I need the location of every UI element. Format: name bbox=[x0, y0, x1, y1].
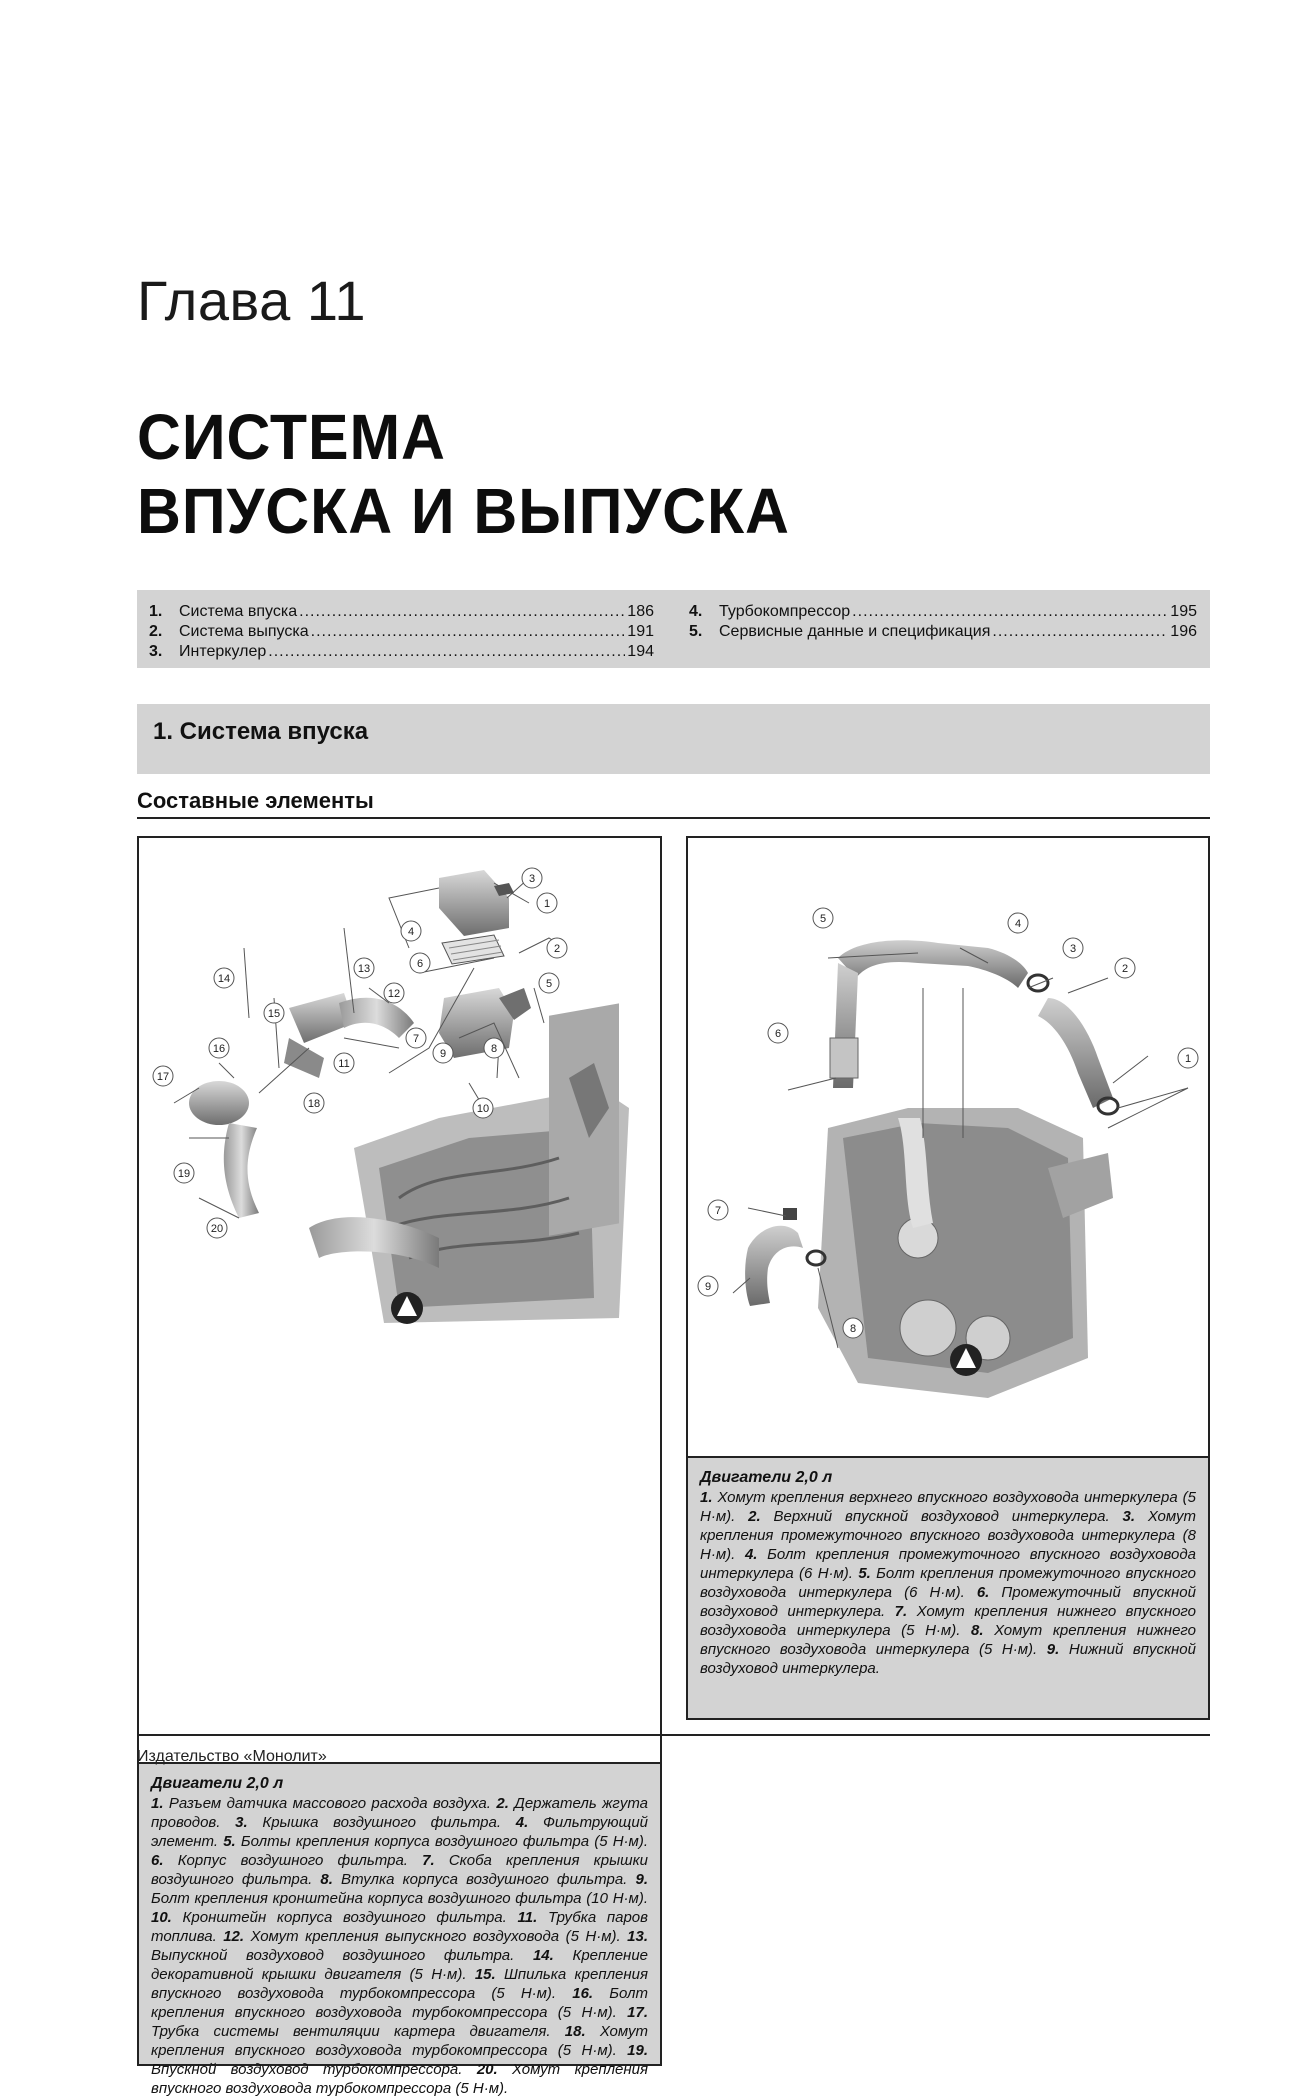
toc-entry[interactable] bbox=[149, 622, 654, 642]
callout-9 bbox=[698, 1276, 718, 1296]
svg-text:2: 2 bbox=[553, 943, 561, 955]
figure-caption-left bbox=[139, 1762, 660, 2097]
turbo-intake-duct-illustration bbox=[189, 1081, 259, 1218]
callout-12 bbox=[384, 983, 404, 1003]
subheading-rule bbox=[137, 817, 1210, 819]
toc-entry-number: 5. bbox=[689, 623, 703, 640]
caption-body: 1. Хомут крепления верхнего впускного воздуховода интеркулера (5 Н·м). 2. Верхний впускной воздуховод интеркулера. 3. Хомут крепления промежуточного впускного воздуховода интеркулера (8 Н·м). 4. Болт крепления промежуточного впускного воздуховода интеркулера (6 Н·м). 5. Болт крепления промежуточного впускного воздуховода интеркулера (6 Н·м). 6. Промежуточный впускной воздуховод интеркулера. 7. Хомут крепления нижнего впускного воздуховода интеркулера (5 Н·м). 8. Хомут крепления нижнего впускного воздуховода интеркулера (5 Н·м). 9. Нижний впускной воздуховод интеркулера. bbox=[700, 1489, 1196, 1677]
svg-text:1: 1 bbox=[543, 898, 551, 910]
callout-17 bbox=[153, 1066, 173, 1086]
svg-text:18: 18 bbox=[307, 1098, 321, 1110]
svg-text:6: 6 bbox=[416, 958, 424, 970]
filter-element-illustration bbox=[442, 935, 504, 964]
toc-entry-page: 186 bbox=[627, 603, 654, 620]
svg-text:3: 3 bbox=[528, 873, 536, 885]
toc-entry[interactable] bbox=[149, 642, 654, 662]
svg-text:16: 16 bbox=[212, 1043, 226, 1055]
svg-text:6: 6 bbox=[774, 1028, 782, 1040]
svg-text:10: 10 bbox=[476, 1103, 490, 1115]
callout-7 bbox=[708, 1200, 728, 1220]
callout-8 bbox=[843, 1318, 863, 1338]
toc-leader-dots bbox=[311, 622, 626, 642]
figure-caption-right bbox=[688, 1456, 1208, 1718]
subheading: Составные элементы bbox=[137, 788, 374, 813]
toc-entry-page: 194 bbox=[627, 643, 654, 660]
svg-text:12: 12 bbox=[387, 988, 401, 1000]
footer-rule bbox=[137, 1734, 1210, 1736]
svg-text:2: 2 bbox=[1121, 963, 1129, 975]
svg-text:7: 7 bbox=[412, 1033, 420, 1045]
svg-text:9: 9 bbox=[439, 1048, 447, 1060]
logo-mark bbox=[950, 1344, 982, 1376]
caption-title: Двигатели 2,0 л bbox=[151, 1775, 284, 1792]
intercooler-duct-middle-illustration bbox=[830, 963, 858, 1088]
callout-18 bbox=[304, 1093, 324, 1113]
svg-text:20: 20 bbox=[210, 1223, 224, 1235]
callout-14 bbox=[214, 968, 234, 988]
svg-text:5: 5 bbox=[545, 978, 553, 990]
callout-1 bbox=[1178, 1048, 1198, 1068]
svg-text:8: 8 bbox=[849, 1323, 857, 1335]
svg-text:5: 5 bbox=[819, 913, 827, 925]
toc-entry-label: Интеркулер bbox=[179, 643, 267, 660]
svg-text:3: 3 bbox=[1069, 943, 1077, 955]
engine-diagram-left bbox=[139, 838, 660, 1328]
logo-mark bbox=[391, 1292, 423, 1324]
chapter-label: Глава 11 bbox=[137, 269, 366, 332]
callout-11 bbox=[334, 1053, 354, 1073]
toc-leader-dots bbox=[852, 602, 1168, 622]
callout-3 bbox=[522, 868, 542, 888]
toc-entry[interactable] bbox=[689, 602, 1197, 622]
toc-entry[interactable] bbox=[689, 622, 1197, 642]
callout-5 bbox=[813, 908, 833, 928]
air-filter-cover-illustration bbox=[439, 870, 514, 936]
svg-text:17: 17 bbox=[156, 1071, 170, 1083]
engine-diagram-right bbox=[688, 838, 1208, 1458]
chapter-title-line-1: СИСТЕМА bbox=[137, 401, 446, 473]
toc-entry-number: 4. bbox=[689, 603, 703, 620]
table-of-contents bbox=[137, 590, 1210, 668]
intercooler-duct-right-illustration bbox=[1028, 975, 1118, 1114]
toc-entry-label: Система выпуска bbox=[179, 623, 309, 640]
intercooler-duct-lower-illustration bbox=[745, 1208, 825, 1306]
svg-text:9: 9 bbox=[704, 1281, 712, 1293]
chapter-title-line-2: ВПУСКА И ВЫПУСКА bbox=[137, 475, 790, 547]
toc-column-right bbox=[689, 602, 1197, 642]
publisher-footer: Издательство «Монолит» bbox=[137, 1748, 327, 1765]
callout-19 bbox=[174, 1163, 194, 1183]
svg-text:19: 19 bbox=[177, 1168, 191, 1180]
callout-6 bbox=[768, 1023, 788, 1043]
toc-entry[interactable] bbox=[149, 602, 654, 622]
caption-title: Двигатели 2,0 л bbox=[700, 1469, 833, 1486]
toc-entry-label: Турбокомпрессор bbox=[719, 603, 851, 620]
callout-16 bbox=[209, 1038, 229, 1058]
section-heading: 1. Система впуска bbox=[153, 718, 369, 745]
toc-entry-number: 2. bbox=[149, 623, 163, 640]
toc-entry-page: 191 bbox=[627, 623, 654, 640]
caption-body: 1. Разъем датчика массового расхода воздуха. 2. Держатель жгута проводов. 3. Крышка воздушного фильтра. 4. Фильтрующий элемент. 5. Болты крепления корпуса воздушного фильтра (5 Н·м). 6. Корпус воздушного фильтра. 7. Скоба крепления крышки воздушного фильтра. 8. Втулка корпуса воздушного фильтра. 9. Болт крепления кронштейна корпуса воздушного фильтра (10 Н·м). 10. Кронштейн корпуса воздушного фильтра. 11. Трубка паров топлива. 12. Хомут крепления выпускного воздуховода (5 Н·м). 13. Выпускной воздуховод воздушного фильтра. 14. Крепление декоративной крышки двигателя (5 Н·м). 15. Шпилька крепления впускного воздуховода турбокомпрессора (5 Н·м). 16. Болт крепления впускного воздуховода турбокомпрессора (5 Н·м). 17. Трубка системы вентиляции картера двигателя. 18. Хомут крепления впускного воздуховода турбокомпрессора (5 Н·м). 19. Впускной воздуховод турбокомпрессора. 20. Хомут крепления впускного воздуховода турбокомпрессора (5 Н·м). bbox=[151, 1795, 649, 2097]
svg-text:4: 4 bbox=[407, 926, 415, 938]
callout-6 bbox=[410, 953, 430, 973]
callout-1 bbox=[537, 893, 557, 913]
callout-3 bbox=[1063, 938, 1083, 958]
figure-panel-right bbox=[686, 836, 1210, 1720]
toc-entry-label: Система впуска bbox=[179, 603, 298, 620]
toc-leader-dots bbox=[268, 642, 625, 662]
svg-text:4: 4 bbox=[1014, 918, 1022, 930]
svg-text:14: 14 bbox=[217, 973, 231, 985]
toc-entry-number: 3. bbox=[149, 643, 163, 660]
toc-entry-number: 1. bbox=[149, 603, 163, 620]
section-heading-bar bbox=[137, 704, 1210, 774]
chapter-title bbox=[137, 400, 790, 548]
figure-panel-left bbox=[137, 836, 662, 2097]
svg-text:7: 7 bbox=[714, 1205, 722, 1217]
toc-entry-page: 195 bbox=[1170, 603, 1197, 620]
callout-2 bbox=[1115, 958, 1135, 978]
callout-8 bbox=[484, 1038, 504, 1058]
toc-leader-dots bbox=[299, 602, 625, 622]
callout-15 bbox=[264, 1003, 284, 1023]
svg-text:8: 8 bbox=[490, 1043, 498, 1055]
callout-13 bbox=[354, 958, 374, 978]
toc-entry-page: 196 bbox=[1170, 623, 1197, 640]
callout-20 bbox=[207, 1218, 227, 1238]
toc-leader-dots bbox=[992, 622, 1168, 642]
callout-4 bbox=[1008, 913, 1028, 933]
svg-text:13: 13 bbox=[357, 963, 371, 975]
toc-entry-label: Сервисные данные и спецификация bbox=[719, 623, 991, 640]
svg-text:11: 11 bbox=[338, 1058, 350, 1070]
toc-column-left bbox=[149, 602, 654, 662]
svg-text:1: 1 bbox=[1184, 1053, 1192, 1065]
callout-9 bbox=[433, 1043, 453, 1063]
svg-text:15: 15 bbox=[267, 1008, 281, 1020]
callout-2 bbox=[547, 938, 567, 958]
callout-5 bbox=[539, 973, 559, 993]
callout-4 bbox=[401, 921, 421, 941]
intercooler-duct-upper-illustration bbox=[838, 940, 1028, 988]
callout-7 bbox=[406, 1028, 426, 1048]
callout-10 bbox=[473, 1098, 493, 1118]
